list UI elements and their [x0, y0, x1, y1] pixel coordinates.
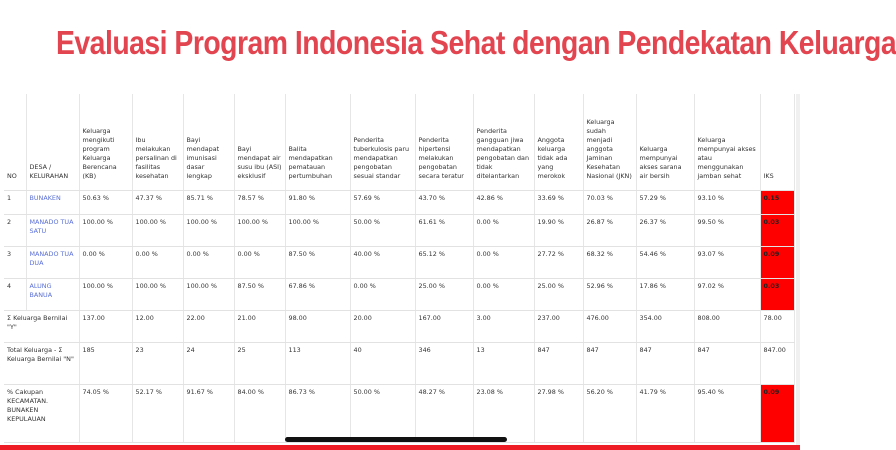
table-cell: 26.37 %: [636, 214, 694, 246]
table-cell: 100.00 %: [132, 214, 183, 246]
table-cell: 70.03 %: [583, 190, 636, 214]
table-cell: 354.00: [636, 310, 694, 342]
table-cell: 847: [636, 342, 694, 384]
table-cell: 54.46 %: [636, 246, 694, 278]
table-cell: 74.05 %: [79, 384, 132, 442]
table-cell: 91.67 %: [183, 384, 234, 442]
iks-badge: 0.15: [760, 190, 794, 214]
page-edge: [796, 94, 800, 450]
table-cell: 0.00 %: [183, 246, 234, 278]
table-cell: 57.69 %: [350, 190, 415, 214]
table-cell: 346: [415, 342, 473, 384]
table-cell: 13: [473, 342, 534, 384]
table-cell: 17.86 %: [636, 278, 694, 310]
row-number: 4: [4, 278, 26, 310]
col-header: Keluarga mengikuti program Keluarga Berencana (KB): [79, 94, 132, 190]
iks-badge: 0.09: [760, 246, 794, 278]
table-cell: 52.96 %: [583, 278, 636, 310]
table-cell: 808.00: [694, 310, 760, 342]
table-cell: 99.50 %: [694, 214, 760, 246]
table-cell: 100.00 %: [132, 278, 183, 310]
row-number: 3: [4, 246, 26, 278]
table-cell: 86.73 %: [285, 384, 350, 442]
table-cell: 20.00: [350, 310, 415, 342]
table-cell: 67.86 %: [285, 278, 350, 310]
row-number: 1: [4, 190, 26, 214]
col-header: Penderita tuberkulosis paru mendapatkan pengobatan sesuai standar: [350, 94, 415, 190]
table-cell: 50.63 %: [79, 190, 132, 214]
table-cell: 185: [79, 342, 132, 384]
table-cell: 113: [285, 342, 350, 384]
iks-badge: 0.03: [760, 214, 794, 246]
table-cell: 23.08 %: [473, 384, 534, 442]
table-cell: 0.00 %: [132, 246, 183, 278]
table-cell: 847: [534, 342, 583, 384]
table-cell: 25.00 %: [415, 278, 473, 310]
home-indicator[interactable]: [285, 437, 507, 442]
table-cell: 25: [234, 342, 285, 384]
table-cell: 27.98 %: [534, 384, 583, 442]
table-cell: 42.86 %: [473, 190, 534, 214]
summary-row: [4, 342, 794, 384]
header-row: [4, 94, 794, 190]
table-cell: 50.00 %: [350, 214, 415, 246]
table-cell: 47.37 %: [132, 190, 183, 214]
table-cell: 0.00 %: [473, 214, 534, 246]
summary-label: Σ Keluarga Bernilai "Y": [4, 310, 79, 342]
table-cell: 33.69 %: [534, 190, 583, 214]
table-cell: 65.12 %: [415, 246, 473, 278]
table-cell: 0.00 %: [473, 246, 534, 278]
col-header: Penderita gangguan jiwa mendapatkan pengobatan dan tidak ditelantarkan: [473, 94, 534, 190]
iks-table: [4, 94, 795, 443]
table-cell: 847: [694, 342, 760, 384]
table-cell: 93.07 %: [694, 246, 760, 278]
table-cell: 21.00: [234, 310, 285, 342]
col-header: Anggota keluarga tidak ada yang merokok: [534, 94, 583, 190]
desa-link[interactable]: MANADO TUA SATU: [26, 214, 79, 246]
table-cell: 61.61 %: [415, 214, 473, 246]
col-header: Ibu melakukan persalinan di fasilitas kesehatan: [132, 94, 183, 190]
col-header: IKS: [760, 94, 794, 190]
table-cell: 476.00: [583, 310, 636, 342]
table-cell: 0.00 %: [79, 246, 132, 278]
table-cell: 0.00 %: [350, 278, 415, 310]
data-sheet: [0, 94, 800, 450]
table-cell: 50.00 %: [350, 384, 415, 442]
table-cell: 23: [132, 342, 183, 384]
page-title: Evaluasi Program Indonesia Sehat dengan Pendekatan Keluarga: [56, 24, 896, 61]
table-cell: 52.17 %: [132, 384, 183, 442]
iks-badge: 0.03: [760, 278, 794, 310]
table-row: [4, 278, 794, 310]
table-cell: 24: [183, 342, 234, 384]
table-cell: 41.79 %: [636, 384, 694, 442]
table-cell: 237.00: [534, 310, 583, 342]
summary-label: % Cakupan KECAMATAN. BUNAKEN KEPULAUAN: [4, 384, 79, 442]
table-cell: 22.00: [183, 310, 234, 342]
col-header: Bayi mendapat imunisasi dasar lengkap: [183, 94, 234, 190]
table-cell: 85.71 %: [183, 190, 234, 214]
table-cell: 0.00 %: [234, 246, 285, 278]
table-cell: 100.00 %: [234, 214, 285, 246]
col-header: DESA / KELURAHAN: [26, 94, 79, 190]
row-number: 2: [4, 214, 26, 246]
desa-link[interactable]: BUNAKEN: [26, 190, 79, 214]
col-header: Keluarga sudah menjadi anggota Jaminan Kesehatan Nasional (JKN): [583, 94, 636, 190]
col-header: Keluarga mempunyai akses sarana air bersih: [636, 94, 694, 190]
table-cell: 100.00 %: [285, 214, 350, 246]
table-cell: 91.80 %: [285, 190, 350, 214]
table-row: [4, 190, 794, 214]
summary-row: [4, 310, 794, 342]
table-cell: 78.57 %: [234, 190, 285, 214]
table-cell: 19.90 %: [534, 214, 583, 246]
table-cell: 56.20 %: [583, 384, 636, 442]
col-header: Bayi mendapat air susu ibu (ASI) eksklusif: [234, 94, 285, 190]
col-header: Penderita hipertensi melakukan pengobatan secara teratur: [415, 94, 473, 190]
table-cell: 48.27 %: [415, 384, 473, 442]
table-row: [4, 214, 794, 246]
iks-value: 0.09: [760, 384, 794, 442]
bottom-red-bar: [0, 445, 800, 450]
table-row: [4, 246, 794, 278]
col-header: Keluarga mempunyai akses atau menggunakan jamban sehat: [694, 94, 760, 190]
table-cell: 43.70 %: [415, 190, 473, 214]
iks-value: 847.00: [760, 342, 794, 384]
iks-value: 78.00: [760, 310, 794, 342]
table-cell: 0.00 %: [473, 278, 534, 310]
table-cell: 25.00 %: [534, 278, 583, 310]
table-cell: 84.00 %: [234, 384, 285, 442]
table-cell: 26.87 %: [583, 214, 636, 246]
table-cell: 167.00: [415, 310, 473, 342]
table-cell: 40: [350, 342, 415, 384]
table-cell: 27.72 %: [534, 246, 583, 278]
desa-link[interactable]: MANADO TUA DUA: [26, 246, 79, 278]
table-cell: 98.00: [285, 310, 350, 342]
table-cell: 12.00: [132, 310, 183, 342]
table-cell: 93.10 %: [694, 190, 760, 214]
summary-label: Total Keluarga - Σ Keluarga Bernilai "N": [4, 342, 79, 384]
title-band: [0, 0, 896, 92]
table-cell: 100.00 %: [183, 278, 234, 310]
desa-link[interactable]: ALUNG BANUA: [26, 278, 79, 310]
table-cell: 87.50 %: [285, 246, 350, 278]
table-cell: 100.00 %: [183, 214, 234, 246]
col-header: Balita mendapatkan pematauan pertumbuhan: [285, 94, 350, 190]
table-cell: 3.00: [473, 310, 534, 342]
summary-row: [4, 384, 794, 442]
table-cell: 40.00 %: [350, 246, 415, 278]
table-cell: 95.40 %: [694, 384, 760, 442]
table-cell: 68.32 %: [583, 246, 636, 278]
table-cell: 97.02 %: [694, 278, 760, 310]
table-cell: 100.00 %: [79, 278, 132, 310]
table-cell: 847: [583, 342, 636, 384]
table-cell: 57.29 %: [636, 190, 694, 214]
col-header: NO: [4, 94, 26, 190]
table-cell: 137.00: [79, 310, 132, 342]
table-cell: 87.50 %: [234, 278, 285, 310]
table-cell: 100.00 %: [79, 214, 132, 246]
